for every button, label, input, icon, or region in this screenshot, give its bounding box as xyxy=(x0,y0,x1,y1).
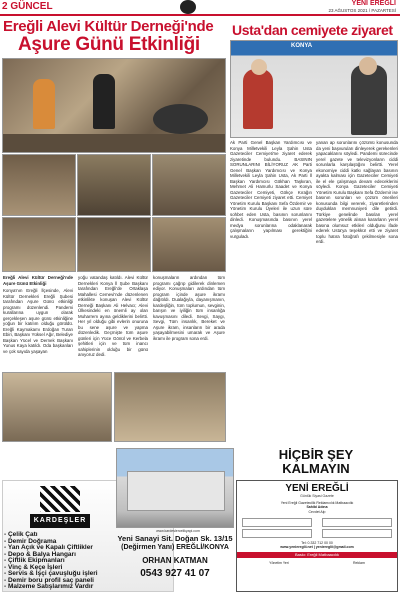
paper-name: YENİ EREĞLİ xyxy=(351,0,396,7)
masthead-owner-name: Sahibi Adına xyxy=(306,505,328,510)
notice-line-2: KALMAYIN xyxy=(282,461,350,476)
article-right-column-2: yanan ap sorunlarını çözümü konusunda da yeni başvuruları dinleyerek gerekenleri yapacaklarını söyledi. Pandemi sürecinde yerel gazete ve televizyonların ciddi sorunlarla karşılaştığını belirtti. Yerel ekonomiye ciddi katkı sağlayan basının ayakta kalması için Gazeteciler Cemiyeti ile el ele çalışmaya devam edeceklerini söyledi. Konya Gazeteciler Cemiyeti Yönetim Kurulu Başkanı Sefa Özdemir ise basının sorunları ve çözüm önerileri konusunda bilgi vererek, ziyaretlerinden duydukları memnuniyeti dile getirdi. Türkiye genelinde basılan yerel gazetelere yönelik alınan kararların yerel basına olumsuz etkileri olduğunu ifade ederek Usta'ya teşekkür etti ve ziyaret toplu hatıra fotoğrafı çekilmesiyle sona erdi. xyxy=(316,140,398,244)
article-left-headline-1: Ereğli Alevi Kültür Derneği'nde xyxy=(3,18,214,35)
service-item: - Vinç & Keçe İşleri xyxy=(4,563,63,571)
article-left-photo-small-6 xyxy=(152,217,226,272)
masthead-print-bar: Baskı: Ereğli Matbaacılık xyxy=(237,552,397,558)
masthead-web[interactable]: www.yeniereglii.net | yeniereglii@gmail.com xyxy=(280,545,354,550)
service-item: - Malzeme Satışlarımız Vardır xyxy=(4,583,94,590)
ad-building-photo xyxy=(116,448,234,528)
article-left-photo-small-5 xyxy=(77,217,151,272)
ad-kardesler-brand: KARDEŞLER xyxy=(30,514,90,528)
service-item: - Yan Açık ve Kapalı Çiftlikler xyxy=(4,544,93,551)
article-right-headline: Usta'dan cemiyete ziyaret xyxy=(232,22,393,38)
masthead-owner-label: Yeni Ereğli Gazetecilik Reklamcılık Matbaacılık xyxy=(280,501,354,505)
masthead-roles xyxy=(237,518,397,527)
ad-phone[interactable]: 0543 927 41 07 xyxy=(140,568,210,579)
notice-line-1: HİÇBİR ŞEY xyxy=(278,447,354,462)
issue-date: 23 AĞUSTOS 2021 / PAZARTESİ xyxy=(328,8,396,13)
service-item: - Çiftlik Ekipmanları xyxy=(4,557,65,564)
article-left-column-2: yoğu vatandaş katıldı. Alevi Kültür Dernekleri Konya İl Şube Başkanı tarafından Ereğli'de Ortaklaşa Mahallesi Cemevi'nde düzenlenen etkinlikte konuşan Alevi Kültür Derneği Başkanı Ali Helvacı; Alevi Ülkesindeki en önemli ay olan Muharrem ayına geldiklerini belirtti. Her yıl olduğu gibi evlerin onuruna bu sene aşure ve yapma düzenledik. Geçmişte tüm aşure günleri için Yüce Gönül ve Kerbela şehitleri için ve tüm inancı sahiplerinin olduğu bir günü anıyoruz dedi. xyxy=(78,275,148,357)
banner-text: KONYA xyxy=(291,43,313,49)
article-left-photo-main xyxy=(2,58,226,153)
article-left-caption: Ereğli Alevi Kültür Derneği'nde Aşure Günü Etkinliği xyxy=(3,275,73,286)
masthead-box xyxy=(236,480,398,592)
masthead-footer-right: Reklam xyxy=(353,561,365,566)
article-left-column-1: Konya'nın Ereğli İlçesinde, Alevi Kültür Dernekleri Ereğli Şubesi tarafından Aşure Günü etkinliği programı düzenlendi. Pandemi kurallarına uygun olarak gerçekleşen aşure günü etkinliğine yoğun bir katılım olduğu görüldü. Ereğli Kaymakamı Erdoğan Turan Ebiri, Başkanı Yüksel Ağır, Belediye Başkan Yücel ve Dernek Başkanı Yunus Kaya katıldı. Oda başkanları ve çok sayıda yaşayan xyxy=(3,288,73,354)
masthead-phone: Tel: 0.332 712 00 00 xyxy=(301,540,333,545)
service-item: - Demir Doğrama xyxy=(4,537,57,545)
article-left-column-3: konuşmaların ardından tüm programı çağrıp gidilerek dinlemen ediyor. Konuşmaları ardından tüm program içinde aşure ikramı dağıtıldı. Dualağıyla, dayanışmanın, kardeşliğin, tüm toplumun, sevginin, barışın ve iyiliğin tüm insanlığa kavuşmasını diledi. Sevgi, Saygı, Sevgi, Tüm insanlık, Bereket ve Aşure ikram, insanların bir arada yaşayabilmesini umarak ve Aşure ikramı ile program sona erdi. xyxy=(153,275,225,341)
paper-logo-icon xyxy=(180,0,196,14)
ad-kardesler-services xyxy=(4,532,116,591)
ad-address-1: Yeni Sanayi Sit. Doğan Sk. 13/15 xyxy=(117,534,233,543)
masthead-editor: Cevdet Alp xyxy=(308,509,326,514)
service-item: - Çelik Çatı xyxy=(4,531,38,538)
article-left-photo-small-1 xyxy=(2,154,76,216)
article-left-photo-small-4 xyxy=(2,217,76,272)
ad-owner: ORHAN KATMAN xyxy=(142,556,208,565)
masthead-title: YENİ EREĞLİ xyxy=(285,483,349,494)
ad-address-2: (Değirmen Yanı) EREĞLİ/KONYA xyxy=(121,544,229,551)
article-left-photo-bottom-1 xyxy=(2,372,112,442)
page-label: 2 GÜNCEL xyxy=(2,1,53,12)
service-item: - Demir boru profil saç paneli xyxy=(4,576,94,584)
article-right-column-1: Ak Parti Genel Başkan Yardımcısı ve Konya Milletvekili Leyla Şahin Usta Gazeteciler Cemiyeti'ne ziyaret ederek ziyaretinde bulundu. BASININ SORUNLARINI BİLİYORUZ AK Parti Genel Başkan Yardımcısı ve Konya Milletvekili Leyla Şahin Usta, Ak Parti İl Başkan Yardımcısı Gökhan Taşkıran, Mehmet Ali Hamurlu Saadet ve Konya Gazeteciler Cemiyeti, Gökçe Kırağın Gazeteciler Cemiyeti ziyaret etti. Cemiyet Yönetim Kurulu Başkanı Sefa Özdemir ve Yönetim Kurulu Üyeleri ile uzun süre sohbet eden Usta, basının sorunlarını dinledi. Konuşmasında basının yerel medya sorunlarına odaklanarak çalışmaların yapılması gerektiğini vurguladı. xyxy=(230,140,312,239)
service-item: - Depo & Balya Hangarı xyxy=(4,550,76,558)
masthead-subtitle: Günlük Siyasi Gazete xyxy=(300,494,334,498)
article-right-photo xyxy=(230,40,398,138)
article-left-photo-bottom-2 xyxy=(114,372,226,442)
article-left-headline-2: Aşure Günü Etkinliği xyxy=(18,34,200,55)
service-item: - Servis & İşçi çavuşluğu işleri xyxy=(4,570,98,577)
ad-web[interactable]: www.kardeslercelikyapi.com xyxy=(156,529,200,533)
article-left-photo-small-3 xyxy=(152,154,226,216)
ad-kardesler-logo-icon xyxy=(40,486,80,512)
article-left-photo-small-2 xyxy=(77,154,151,216)
masthead-footer-left: Yönetim Yeri xyxy=(269,561,289,566)
